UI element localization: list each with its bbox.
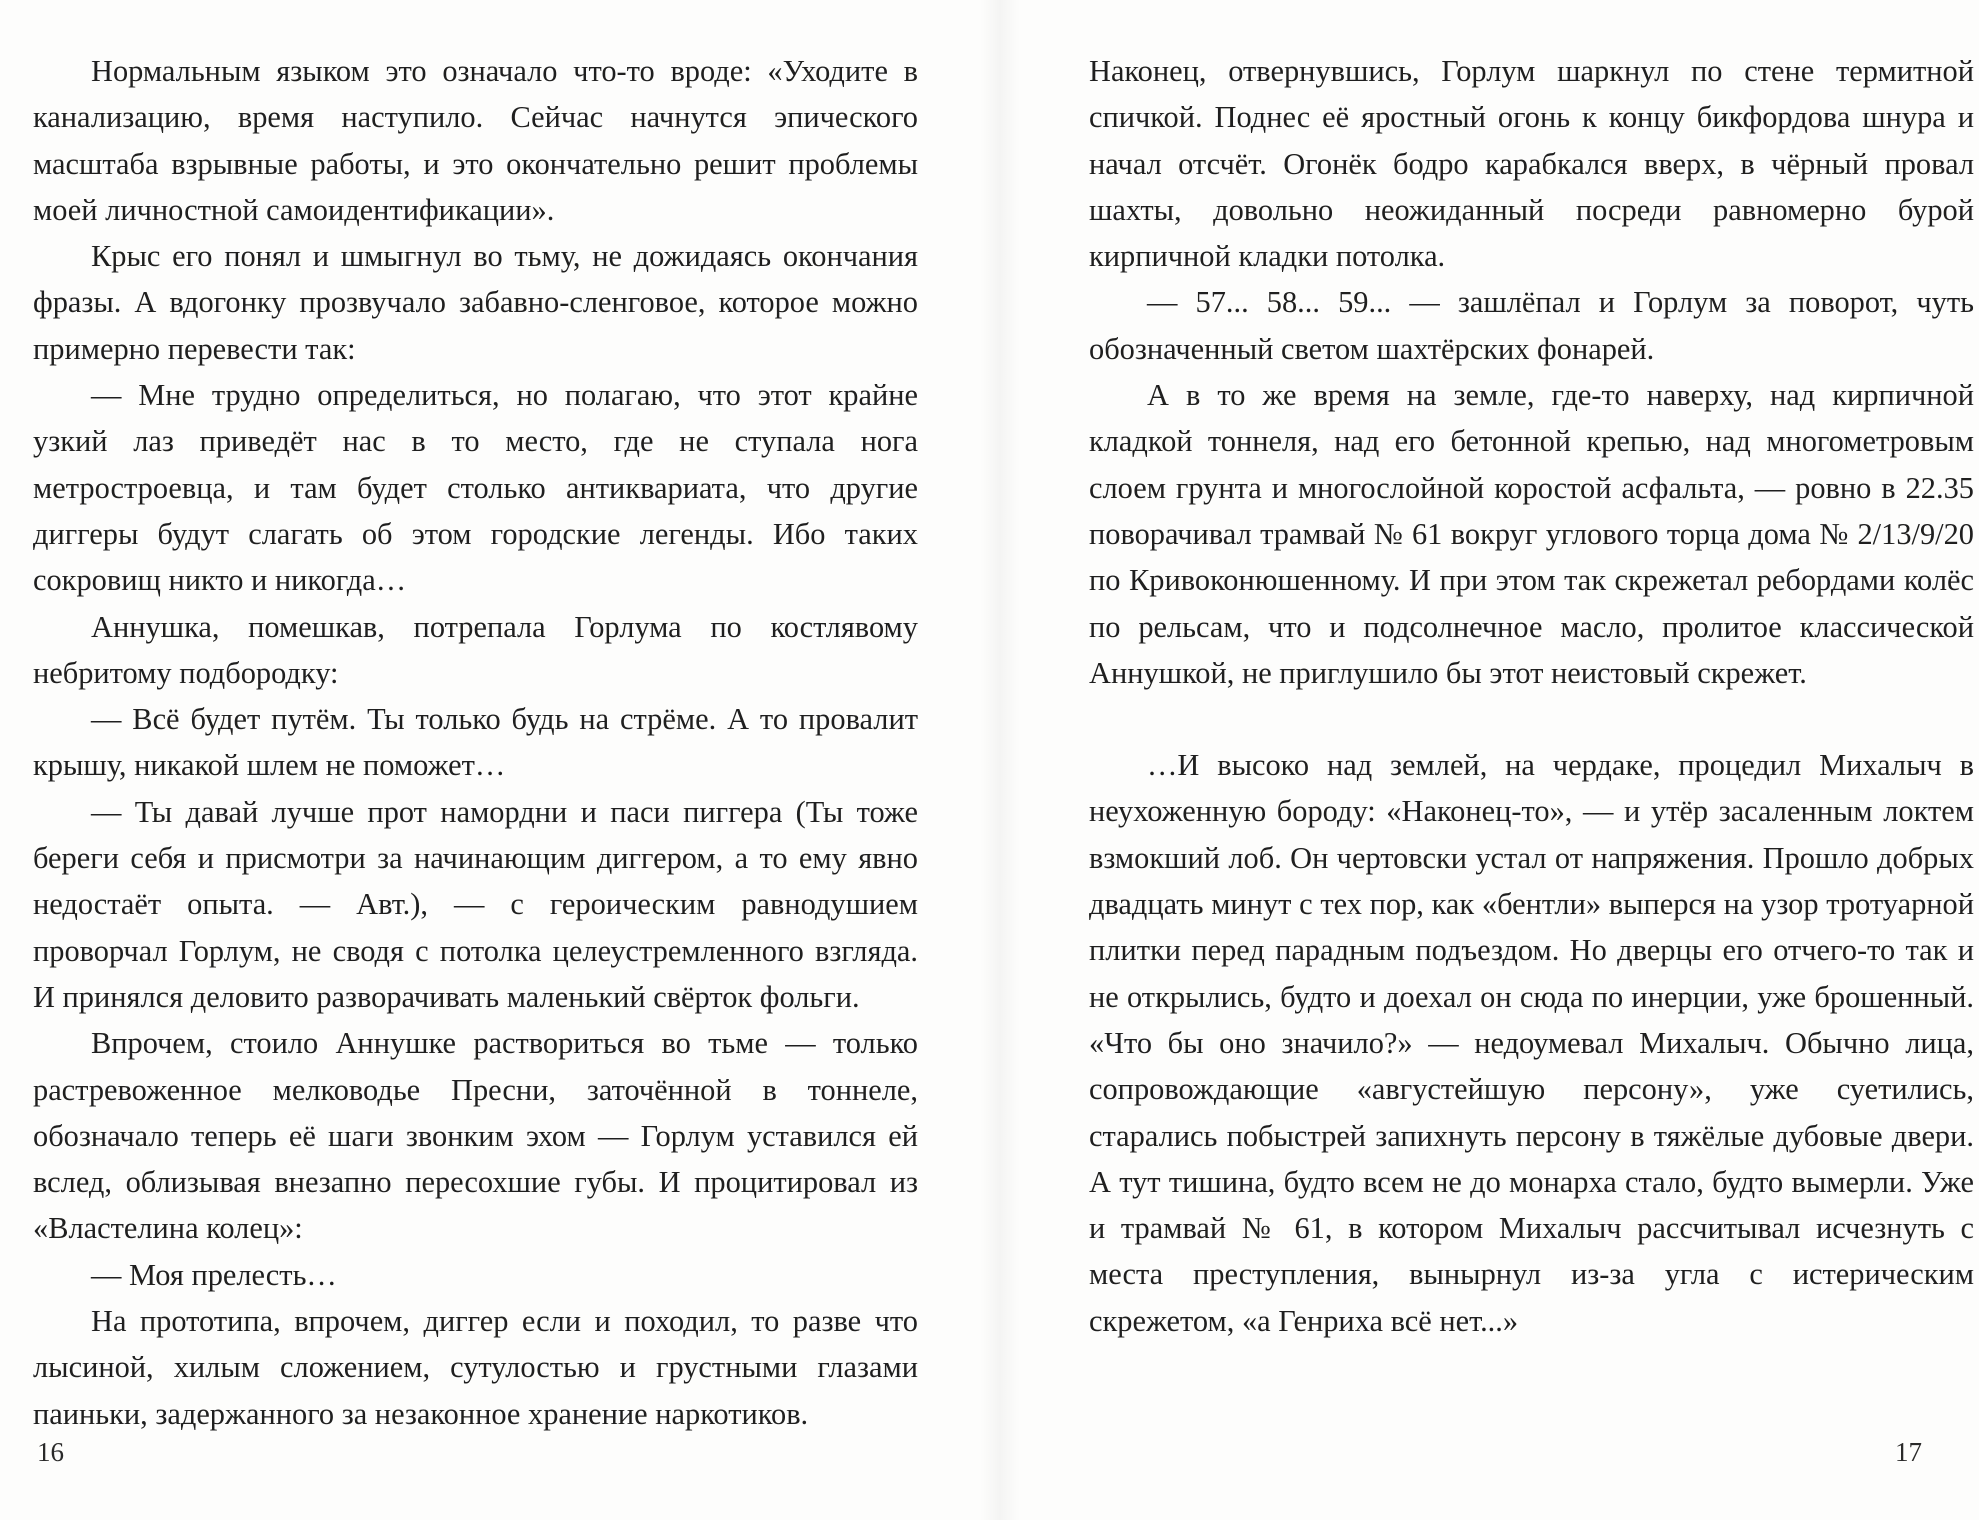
paragraph: — Моя прелесть… — [91, 1257, 337, 1292]
paragraph: Аннушка, помешкав, потрепала Горлума по костлявому небритому подбородку: — [33, 609, 918, 690]
page-number-left: 16 — [37, 1437, 64, 1467]
paragraph: — 57... 58... 59... — зашлёпал и Горлум за поворот, чуть обозначенный светом шахтёрских фонарей. — [1089, 285, 1974, 366]
paragraph: Наконец, отвернувшись, Горлум шаркнул по стене термитной спичкой. Поднес её яростный огонь к концу бикфордова шнура и начал отсчёт. Огонёк бодро карабкался вверх, в чёрный провал шахты, довольно неожиданный посреди равномерно бурой кирпичной кладки потолка. — [1089, 54, 1974, 274]
paragraph: — Ты давай лучше прот намордни и паси пиггера (Ты тоже береги себя и присмотри за начинающим диггером, а то ему явно недостаёт опыта. — Авт.), — с героическим равнодушием проворчал Горлум, не сводя с потолка целеустремленного взгляда. И принялся деловито разворачивать маленький свёрток фольги. — [33, 794, 918, 1014]
paragraph: Нормальным языком это означало что-то вроде: «Уходите в канализацию, время наступило. Сейчас начнутся эпического масштаба взрывные работы, и это окончательно решит проблемы моей личностной самоидентификации». — [33, 54, 918, 227]
left-page — [33, 48, 918, 1437]
paragraph: — Всё будет путём. Ты только будь на стрёме. А то провалит крышу, никакой шлем не поможет… — [33, 702, 918, 783]
paragraph: Крыс его понял и шмыгнул во тьму, не дожидаясь окончания фразы. А вдогонку прозвучало забавно-сленговое, которое можно примерно перевести так: — [33, 239, 918, 366]
paragraph: Впрочем, стоило Аннушке раствориться во тьме — только растревоженное мелководье Пресни, заточённой в тоннеле, обозначало теперь её шаги звонким эхом — Горлум уставился ей вслед, облизывая внезапно пересохшие губы. И процитировал из «Властелина колец»: — [33, 1026, 918, 1246]
paragraph: …И высоко над землей, на чердаке, процедил Михалыч в неухоженную бороду: «Наконец-то», — и утёр засаленным локтем взмокший лоб. Он чертовски устал от напряжения. Прошло добрых двадцать минут с тех пор, как «бентли» выперся на узор тротуарной плитки перед парадным подъездом. Но дверцы его отчего-то так и не открылись, будто и доехал он сюда по инерции, уже брошенный. «Что бы оно значило?» — недоумевал Михалыч. Обычно лица, сопровождающие «августейшую персону», уже суетились, старались побыстрей запихнуть персону в тяжёлые дубовые двери. А тут тишина, будто всем не до монарха стало, будто вымерли. Уже и трамвай № 61, в котором Михалыч рассчитывал исчезнуть с места преступления, вынырнул из-за угла с истерическим скрежетом, «а Генриха всё нет...» — [1089, 748, 1974, 1338]
page-number-right: 17 — [1895, 1437, 1922, 1467]
right-page — [1089, 48, 1974, 1344]
paragraph: — Мне трудно определиться, но полагаю, что этот крайне узкий лаз приведёт нас в то место, где не ступала нога метростроевца, и там будет столько антиквариата, что другие диггеры будут слагать об этом городские легенды. Ибо таких сокровищ никто и никогда… — [33, 378, 918, 598]
paragraph: А в то же время на земле, где-то наверху, над кирпичной кладкой тоннеля, над его бетонной крепью, над многометровым слоем грунта и многослойной коростой асфальта, — ровно в 22.35 поворачивал трамвай № 61 вокруг углового торца дома № 2/13/9/20 по Кривоконюшенному. И при этом так скрежетал ребордами колёс по рельсам, что и подсолнечное масло, пролитое классической Аннушкой, не приглушило бы этот неистовый скрежет. — [1089, 378, 1974, 690]
book-gutter — [980, 0, 1020, 1520]
paragraph: На прототипа, впрочем, диггер если и походил, то разве что лысиной, хилым сложением, сутулостью и грустными глазами паиньки, задержанного за незаконное хранение наркотиков. — [33, 1304, 918, 1431]
